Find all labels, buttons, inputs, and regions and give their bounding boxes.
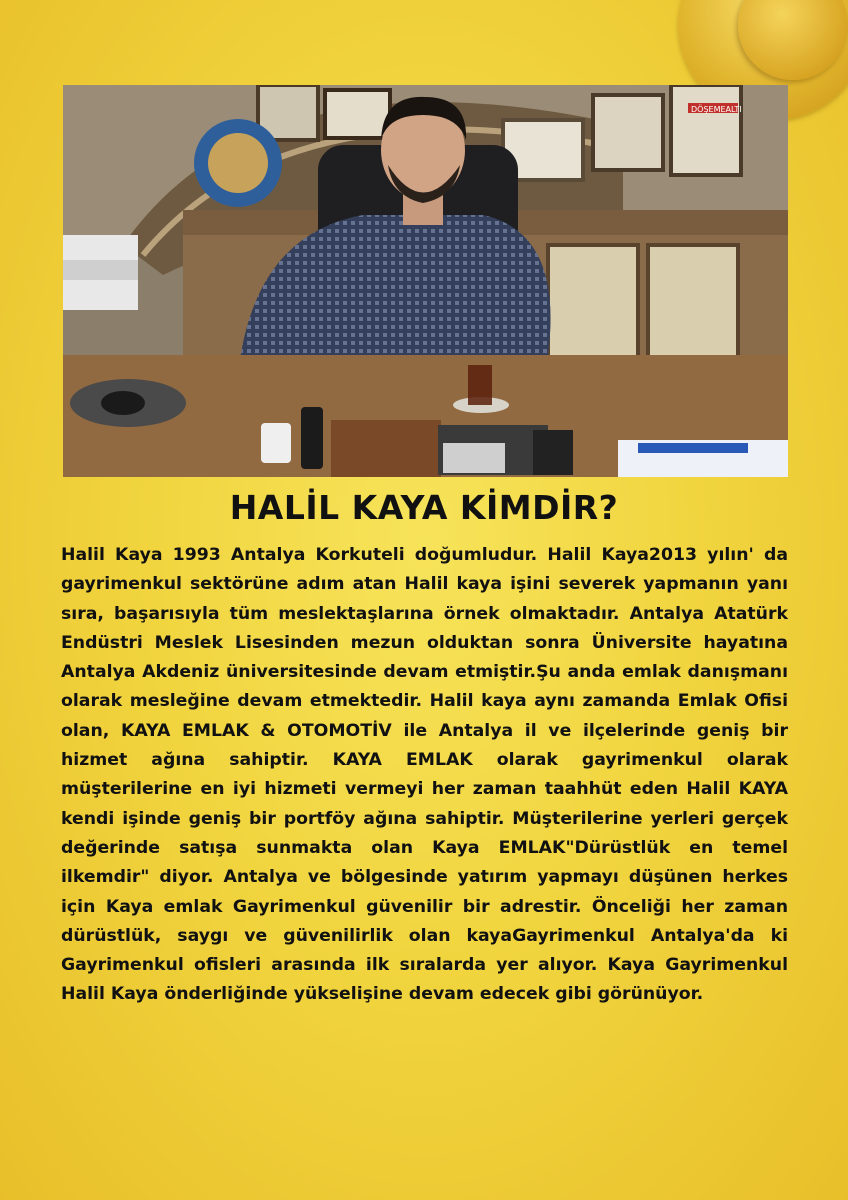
portrait-photo bbox=[63, 85, 788, 477]
photo-sign-text: DÖŞEMEALTI bbox=[691, 105, 742, 114]
page-title: HALİL KAYA KİMDİR? bbox=[229, 488, 619, 527]
biography-paragraph: Halil Kaya 1993 Antalya Korkuteli doğumludur. Halil Kaya2013 yılın' da gayrimenkul sektörüne adım atan Halil kaya işini severek yapmanın yanı sıra, başarısıyla tüm meslektaşlarına örnek olmaktadır. Antalya Atatürk Endüstri Meslek Lisesinden mezun olduktan sonra Üniversite hayatına Antalya Akdeniz üniversitesinde devam etmiştir.Şu anda emlak danışmanı olarak mesleğine devam etmektedir. Halil kaya aynı zamanda Emlak Ofisi olan, KAYA EMLAK & OTOMOTİV ile Antalya il ve ilçelerinde geniş bir hizmet ağına sahiptir. KAYA EMLAK olarak gayrimenkul olarak müşterilerine en iyi hizmeti vermeyi her zaman taahhüt eden Halil KAYA kendi işinde geniş bir portföy ağına sahiptir. Müşterilerine yerleri gerçek değerinde satışa sunmakta olan Kaya EMLAK"Dürüstlük en temel ilkemdir" diyor. Antalya ve bölgesinde yatırım yapmayı düşünen herkes için Kaya emlak Gayrimenkul güvenilir bir adrestir. Önceliği her zaman dürüstlük, saygı ve güvenilirlik olan kayaGayrimenkul Antalya'da ki Gayrimenkul ofisleri arasında ilk sıralarda yer alıyor. Kaya Gayrimenkul Halil Kaya önderliğinde yükselişine devam edecek gibi görünüyor. bbox=[61, 545, 788, 1005]
